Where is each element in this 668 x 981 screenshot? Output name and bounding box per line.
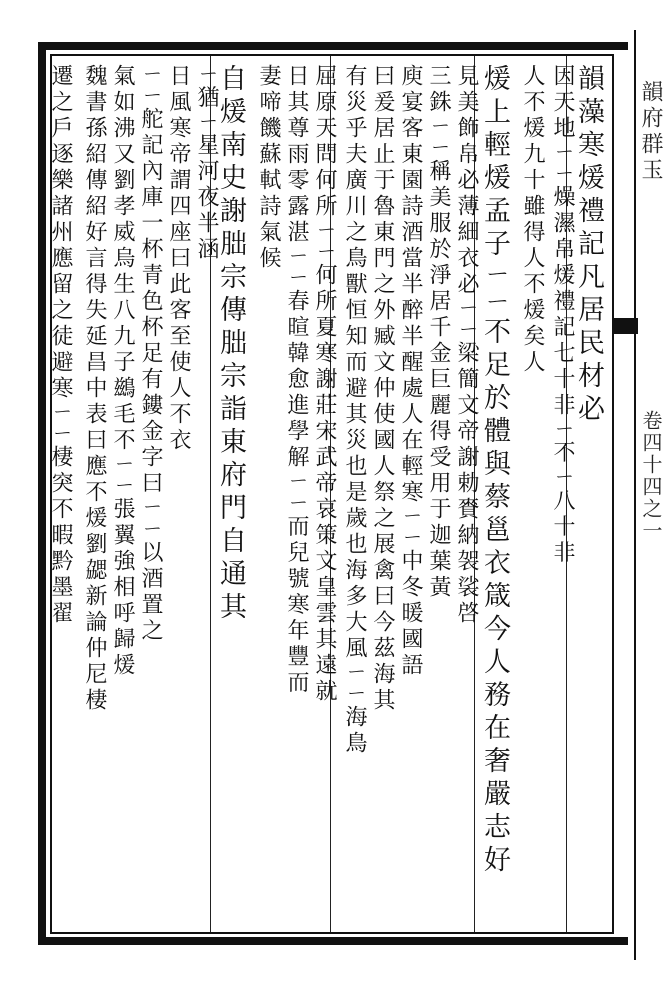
text-column-15: 日風寒帝謂四座曰此客至使人不衣 [166, 64, 191, 454]
text-column-16: ㄧㄧ舵記內庫一杯青色杯足有鏤金字曰ㄧㄧ以酒置之 [138, 64, 163, 645]
text-column-14: ㄧ猶ㄧ星河夜半涵 [194, 64, 219, 264]
text-column-19: 遷之戶逐樂諸州應留之徒避寒ㄧㄧ棲突不暇黔墨翟 [48, 64, 73, 628]
text-column-9: 有災乎夫廣川之鳥獸恒知而避其災也是歲也海多大風ㄧㄧ海鳥 [342, 64, 367, 758]
text-column-13: 自煖南史謝朏宗傳朏宗詣東府門自通其 [215, 64, 246, 625]
edge-volume-label: 卷四十四之一 [639, 410, 663, 542]
text-column-4: 煖上輕煖孟子ㄧㄧ不足於體與蔡邕衣箴今人務在奢嚴志好 [479, 64, 510, 879]
text-column-5: 見美飾帛必薄細衣必ㄧㄧ梁簡文帝謝勅賚納袈裟啓 [454, 64, 479, 628]
fish-tail-marker [614, 318, 638, 334]
text-column-6: 三銖ㄧㄧ稱美服於淨居千金巨麗得受用于迦葉黃 [426, 64, 451, 602]
text-column-17: 氣如沸又劉孝威烏生八九子鷀毛不ㄧㄧ張翼強相呼歸煖 [110, 64, 135, 680]
text-column-11: 日其尊雨零露湛ㄧㄧ春暄韓愈進學解ㄧㄧ而兒號寒年豐而 [284, 64, 309, 697]
text-column-18: 魏書孫紹傳紹好言得失延昌中表曰應不煖劉勰新論仲尼棲 [82, 64, 107, 714]
text-column-7: 庾宴客東園詩酒當半醉半醒處人在輕寒ㄧㄧ中冬暖國語 [398, 64, 423, 680]
edge-book-title: 韻府群玉 [638, 80, 663, 184]
text-column-12: 妻啼饑蘇軾詩氣候 [256, 64, 281, 272]
text-column-2: 因天地ㄧㄧ燥濕帛煖禮記七十非ㄧ不ㄧ八十非 [550, 64, 575, 567]
text-column-1: 韻藻寒煖禮記凡居民材必 [573, 64, 604, 427]
text-column-8: 曰爰居止于魯東門之外臧文仲使國人祭之展禽曰今茲海其 [370, 64, 395, 714]
text-column-10: 屈原天問何所ㄧㄧ何所夏寒謝莊宋武帝哀策文皇雲其遠就 [312, 64, 337, 706]
text-column-3: 人不煖九十雖得人不煖矣人 [520, 64, 545, 376]
